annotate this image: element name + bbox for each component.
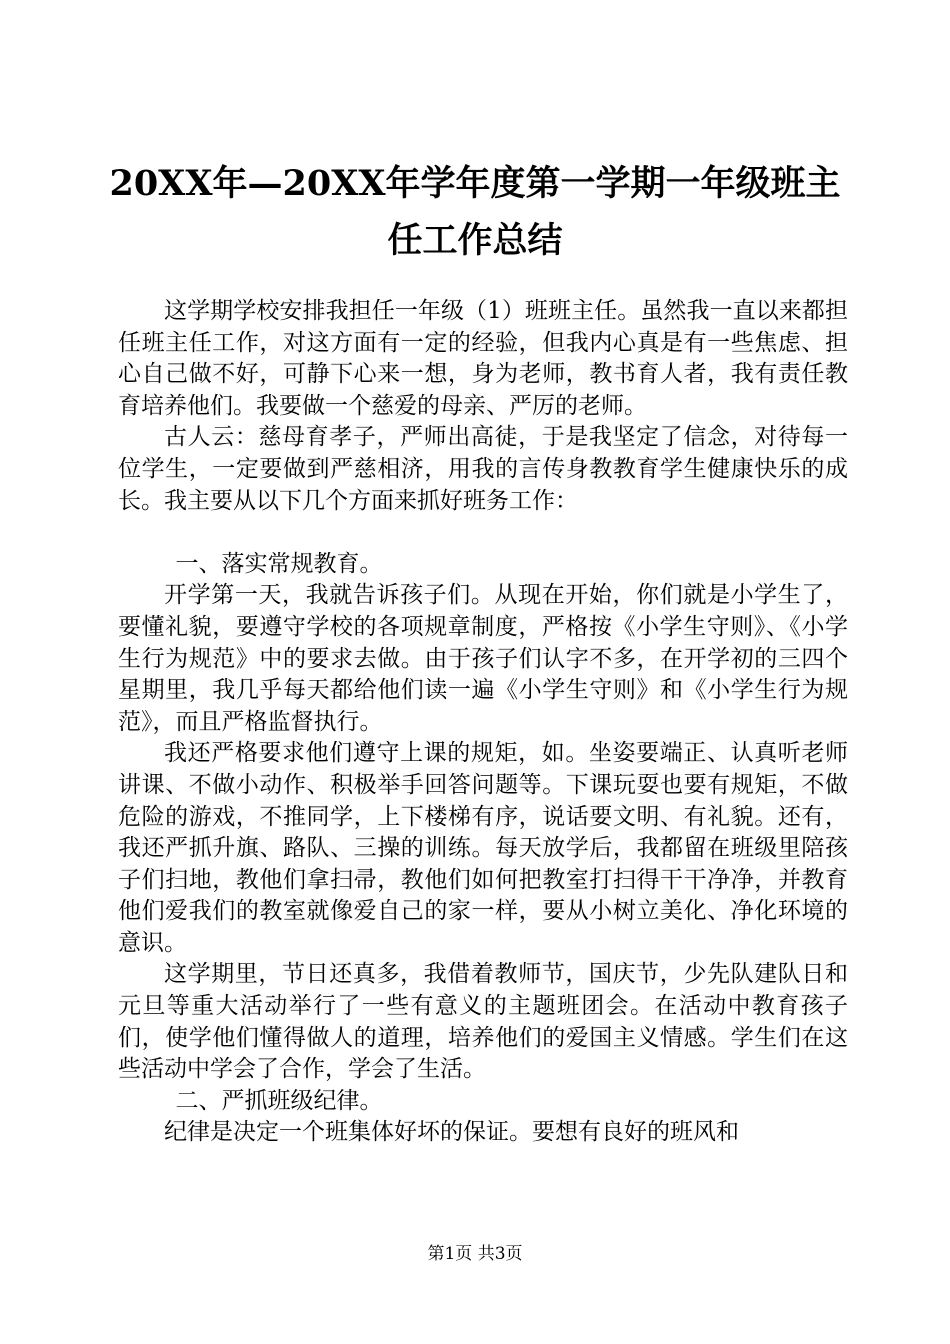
paragraph-festivals: 这学期里，节日还真多，我借着教师节，国庆节，少先队建队日和元旦等重大活动举行了一些有意义的主题班团会。在活动中教育孩子们，使学他们懂得做人的道理，培养他们的爱国主义情感。学生们在这些活动中学会了合作，学会了生活。 — [118, 961, 848, 1083]
section-heading-2: 二、严抓班级纪律。 — [175, 1087, 383, 1114]
paragraph-first-day: 开学第一天，我就告诉孩子们。从现在开始，你们就是小学生了，要懂礼貌，要遵守学校的各项规章制度，严格按《小学生守则》、《小学生行为规范》中的要求去做。由于孩子们认字不多，在开学初的三四个星期里，我几乎每天都给他们读一遍《小学生守则》和《小学生行为规范》，而且严格监督执行。 — [118, 582, 848, 735]
blank-line — [118, 517, 848, 549]
paragraph-quote: 古人云：慈母育孝子，严师出高徒，于是我坚定了信念，对待每一位学生，一定要做到严慈相济，用我的言传身教教育学生健康快乐的成长。我主要从以下几个方面来抓好班务工作： — [118, 424, 848, 514]
paragraph-intro: 这学期学校安排我担任一年级（1）班班主任。虽然我一直以来都担任班主任工作，对这方面有一定的经验，但我内心真是有一些焦虑、担心自己做不好，可静下心来一想，身为老师，教书育人者，我有责任教育培养他们。我要做一个慈爱的母亲、严厉的老师。 — [118, 298, 848, 419]
page-footer: 第1页 共3页 — [427, 1244, 523, 1264]
document-body — [118, 296, 848, 1149]
document-title-line-2: 任工作总结 — [387, 220, 563, 261]
section-heading-1: 一、落实常规教育。 — [175, 550, 383, 577]
paragraph-class-rules: 我还严格要求他们遵守上课的规矩，如。坐姿要端正、认真听老师讲课、不做小动作、积极举手回答问题等。下课玩耍也要有规矩，不做危险的游戏，不推同学，上下楼梯有序，说话要文明、有礼貌。还有，我还严抓升旗、路队、三操的训练。每天放学后，我都留在班级里陪孩子们扫地，教他们拿扫帚，教他们如何把教室打扫得干干净净，并教育他们爱我们的教室就像爱自己的家一样，要从小树立美化、净化环境的意识。 — [118, 740, 848, 956]
paragraph-discipline: 纪律是决定一个班集体好坏的保证。要想有良好的班风和 — [164, 1119, 739, 1146]
document-title-line-1: 20XX年—20XX年学年度第一学期一年级班主 — [109, 163, 841, 204]
